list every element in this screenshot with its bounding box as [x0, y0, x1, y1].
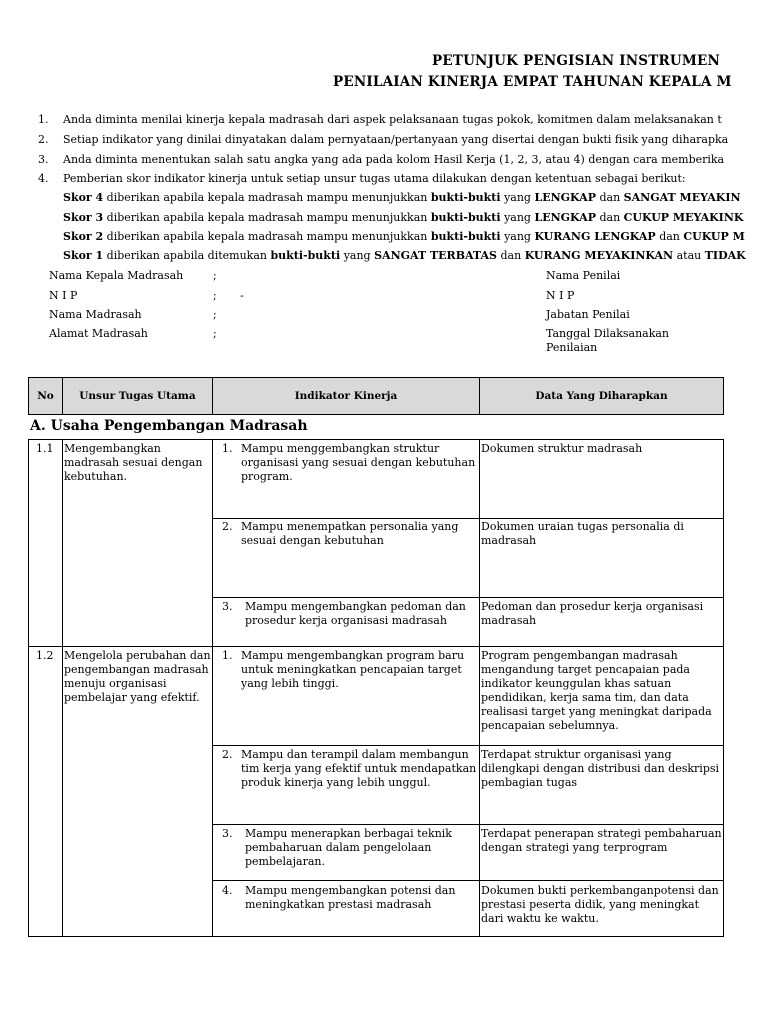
info-separator: ;	[213, 289, 217, 302]
score-2-line: Skor 2 diberikan apabila kepala madrasah mampu menunjukkan bukti-bukti yang KURANG LENGKAP dan CUKUP M	[63, 230, 745, 243]
indicator-number: 2.	[222, 520, 233, 533]
expected-data-text: Dokumen uraian tugas personalia di madrasah	[481, 520, 684, 547]
group-number: 1.2	[36, 649, 54, 662]
expected-data-text: Terdapat penerapan strategi pembaharuan dengan strategi yang terprogram	[481, 827, 722, 854]
group-unsur-text: Mengelola perubahan dan pengembangan madrasah menuju organisasi pembelajar yang efektif.	[64, 649, 211, 704]
score-4-line: Skor 4 diberikan apabila kepala madrasah mampu menunjukkan bukti-bukti yang LENGKAP dan SANGAT MEYAKIN	[63, 191, 741, 204]
info-separator: ;	[213, 327, 217, 340]
info-label: Jabatan Penilai	[546, 308, 630, 321]
instruction-text: Pemberian skor indikator kinerja untuk setiap unsur tugas utama dilakukan dengan ketentuan sebagai berikut:	[63, 172, 686, 185]
instruction-text: Anda diminta menilai kinerja kepala madrasah dari aspek pelaksanaan tugas pokok, komitmen dalam melaksanakan t	[63, 113, 722, 126]
indicator-text: Mampu menempatkan personalia yang sesuai dengan kebutuhan	[241, 520, 459, 547]
header-data: Data Yang Diharapkan	[535, 390, 668, 402]
group-number: 1.1	[36, 442, 54, 455]
instruction-text: Anda diminta menentukan salah satu angka yang ada pada kolom Hasil Kerja (1, 2, 3, atau 4) dengan cara memberika	[63, 153, 725, 166]
indicator-text: Mampu mengembangkan program baru untuk meningkatkan pencapaian target yang lebih tinggi.	[241, 649, 465, 690]
expected-data-text: Pedoman dan prosedur kerja organisasi madrasah	[481, 600, 704, 627]
header-no: No	[37, 390, 54, 402]
expected-data-text: Program pengembangan madrasah mengandung target pencapaian pada indikator keunggulan khas satuan pendidikan, kerja sama tim, dan data realisasi target yang meningkat daripada pencapaian sebelumnya.	[481, 649, 712, 732]
info-label: Nama Penilai	[546, 269, 621, 282]
indicator-number: 4.	[222, 884, 233, 897]
cell-no	[28, 439, 63, 647]
header-unsur: Unsur Tugas Utama	[79, 390, 196, 402]
title-line-2: PENILAIAN KINERJA EMPAT TAHUNAN KEPALA M	[333, 74, 732, 90]
instruction-number: 1.	[38, 113, 49, 126]
info-value: -	[240, 289, 244, 302]
indicator-text: Mampu mengembangkan pedoman dan prosedur kerja organisasi madrasah	[245, 600, 466, 627]
instruction-text: Setiap indikator yang dinilai dinyatakan dalam pernyataan/pertanyaan yang disertai dengan bukti fisik yang diharapka	[63, 133, 729, 146]
indicator-text: Mampu dan terampil dalam membangun tim kerja yang efektif untuk mendapatkan produk kinerja yang lebih unggul.	[241, 748, 477, 789]
info-separator: ;	[213, 269, 217, 282]
instruction-number: 4.	[38, 172, 49, 185]
group-unsur-text: Mengembangkan madrasah sesuai dengan kebutuhan.	[64, 442, 203, 483]
header-indikator: Indikator Kinerja	[294, 390, 398, 402]
section-heading: A. Usaha Pengembangan Madrasah	[30, 418, 308, 434]
expected-data-text: Terdapat struktur organisasi yang dilengkapi dengan distribusi dan deskripsi pembagian tugas	[481, 748, 720, 789]
info-label: N I P	[546, 289, 575, 302]
indicator-number: 3.	[222, 827, 233, 840]
score-1-line: Skor 1 diberikan apabila ditemukan bukti-bukti yang SANGAT TERBATAS dan KURANG MEYAKINKAN atau TIDAK	[63, 249, 746, 262]
info-separator: ;	[213, 308, 217, 321]
info-label: N I P	[49, 289, 78, 302]
info-label: Tanggal Dilaksanakan Penilaian	[546, 327, 670, 354]
info-label: Alamat Madrasah	[49, 327, 148, 340]
info-label: Nama Madrasah	[49, 308, 142, 321]
indicator-text: Mampu mengembangkan potensi dan meningkatkan prestasi madrasah	[245, 884, 456, 911]
indicator-text: Mampu menggembangkan struktur organisasi yang sesuai dengan kebutuhan program.	[241, 442, 476, 483]
instruction-number: 2.	[38, 133, 49, 146]
expected-data-text: Dokumen bukti perkembanganpotensi dan prestasi peserta didik, yang meningkat dari waktu ke waktu.	[481, 884, 719, 925]
indicator-number: 1.	[222, 649, 233, 662]
score-3-line: Skor 3 diberikan apabila kepala madrasah mampu menunjukkan bukti-bukti yang LENGKAP dan CUKUP MEYAKINK	[63, 211, 744, 224]
info-label: Nama Kepala Madrasah	[49, 269, 184, 282]
indicator-number: 3.	[222, 600, 233, 613]
title-line-1: PETUNJUK PENGISIAN INSTRUMEN	[432, 53, 721, 69]
indicator-text: Mampu menerapkan berbagai teknik pembaharuan dalam pengelolaan pembelajaran.	[245, 827, 452, 868]
indicator-number: 2.	[222, 748, 233, 761]
instruction-number: 3.	[38, 153, 49, 166]
indicator-number: 1.	[222, 442, 233, 455]
cell-no	[28, 646, 63, 937]
expected-data-text: Dokumen struktur madrasah	[481, 442, 643, 455]
